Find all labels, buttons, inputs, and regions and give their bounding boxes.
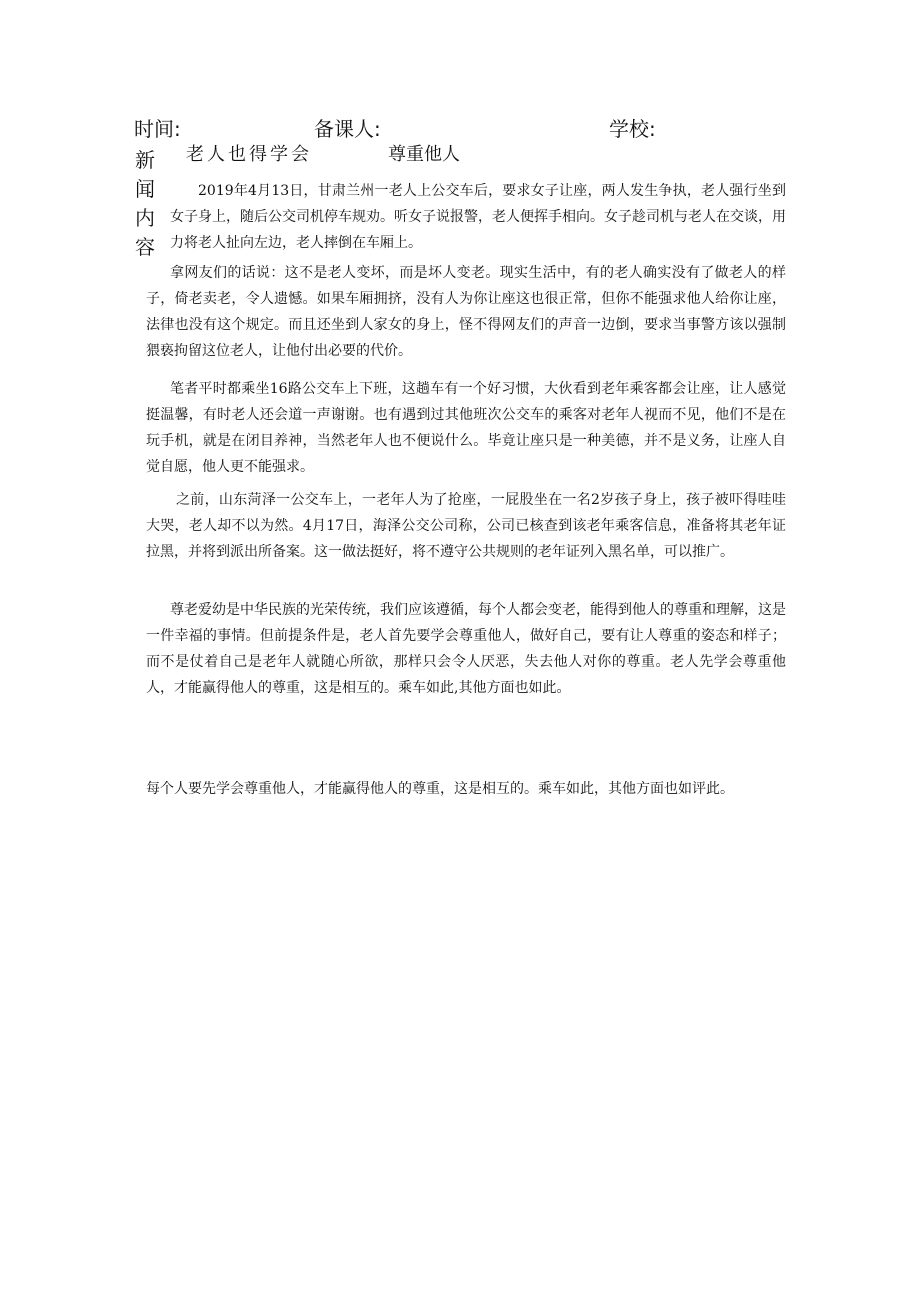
side-char: 容 [135,235,155,259]
preparer-label: 备课人: [314,117,381,141]
school-label: 学校: [609,117,656,141]
side-char: 新 [135,148,155,172]
news-content-label [135,146,159,262]
time-label: 时间: [134,117,181,141]
title-part-2: 尊重他人 [388,144,460,165]
side-char: 内 [135,206,155,230]
paragraph-5: 尊老爱幼是中华民族的光荣传统，我们应该遵循，每个人都会变老，能得到他人的尊重和理解，这是一件幸福的事情。但前提条件是，老人首先要学会尊重他人，做好自己，要有让人尊重的姿态和样子；而不是仗着自己是老年人就随心所欲，那样只会令人厌恶，失去他人对你的尊重。老人先学会尊重他人，才能赢得他人的尊重，这是相互的。乘车如此,其他方面也如此。 [146,602,786,696]
side-char: 闻 [135,177,155,201]
paragraph-4: 之前，山东菏泽一公交车上，一老年人为了抢座，一屁股坐在一名2岁孩子身上，孩子被吓得哇哇大哭，老人却不以为然。4月17日，海泽公交公司称，公司已核查到该老年乘客信息，准备将其老年证拉黑，并将到派出所备案。这一做法挺好，将不遵守公共规则的老年证列入黑名单，可以推广。 [146,492,786,560]
paragraph-3: 笔者平时都乘坐16路公交车上下班，这趟车有一个好习惯，大伙看到老年乘客都会让座，让人感觉挺温馨，有时老人还会道一声谢谢。也有遇到过其他班次公交车的乘客对老年人视而不见，他们不是在玩手机，就是在闭目养神，当然老年人也不便说什么。毕竟让座只是一种美德，并不是义务，让座人自觉自愿，他人更不能强求。 [146,381,786,475]
paragraph-1: 2019年4月13日，甘肃兰州一老人上公交车后，要求女子让座，两人发生争执，老人强行坐到女子身上，随后公交司机停车规劝。听女子说报警，老人便挥手相向。女子趁司机与老人在交谈，用力将老人扯向左边，老人摔倒在车厢上。 [170,183,786,251]
paragraph-summary: 每个人要先学会尊重他人，才能赢得他人的尊重，这是相互的。乘车如此，其他方面也如评此。 [146,781,734,797]
title-part-1: 老人也得学会 [186,144,312,165]
paragraph-2: 拿网友们的话说：这不是老人变坏，而是坏人变老。现实生活中，有的老人确实没有了做老人的样子，倚老卖老，令人遗憾。如果车厢拥挤，没有人为你让座这也很正常，但你不能强求他人给你让座，法律也没有这个规定。而且还坐到人家女的身上，怪不得网友们的声音一边倒，要求当事警方该以强制猥亵拘留这位老人，让他付出必要的代价。 [146,265,786,359]
